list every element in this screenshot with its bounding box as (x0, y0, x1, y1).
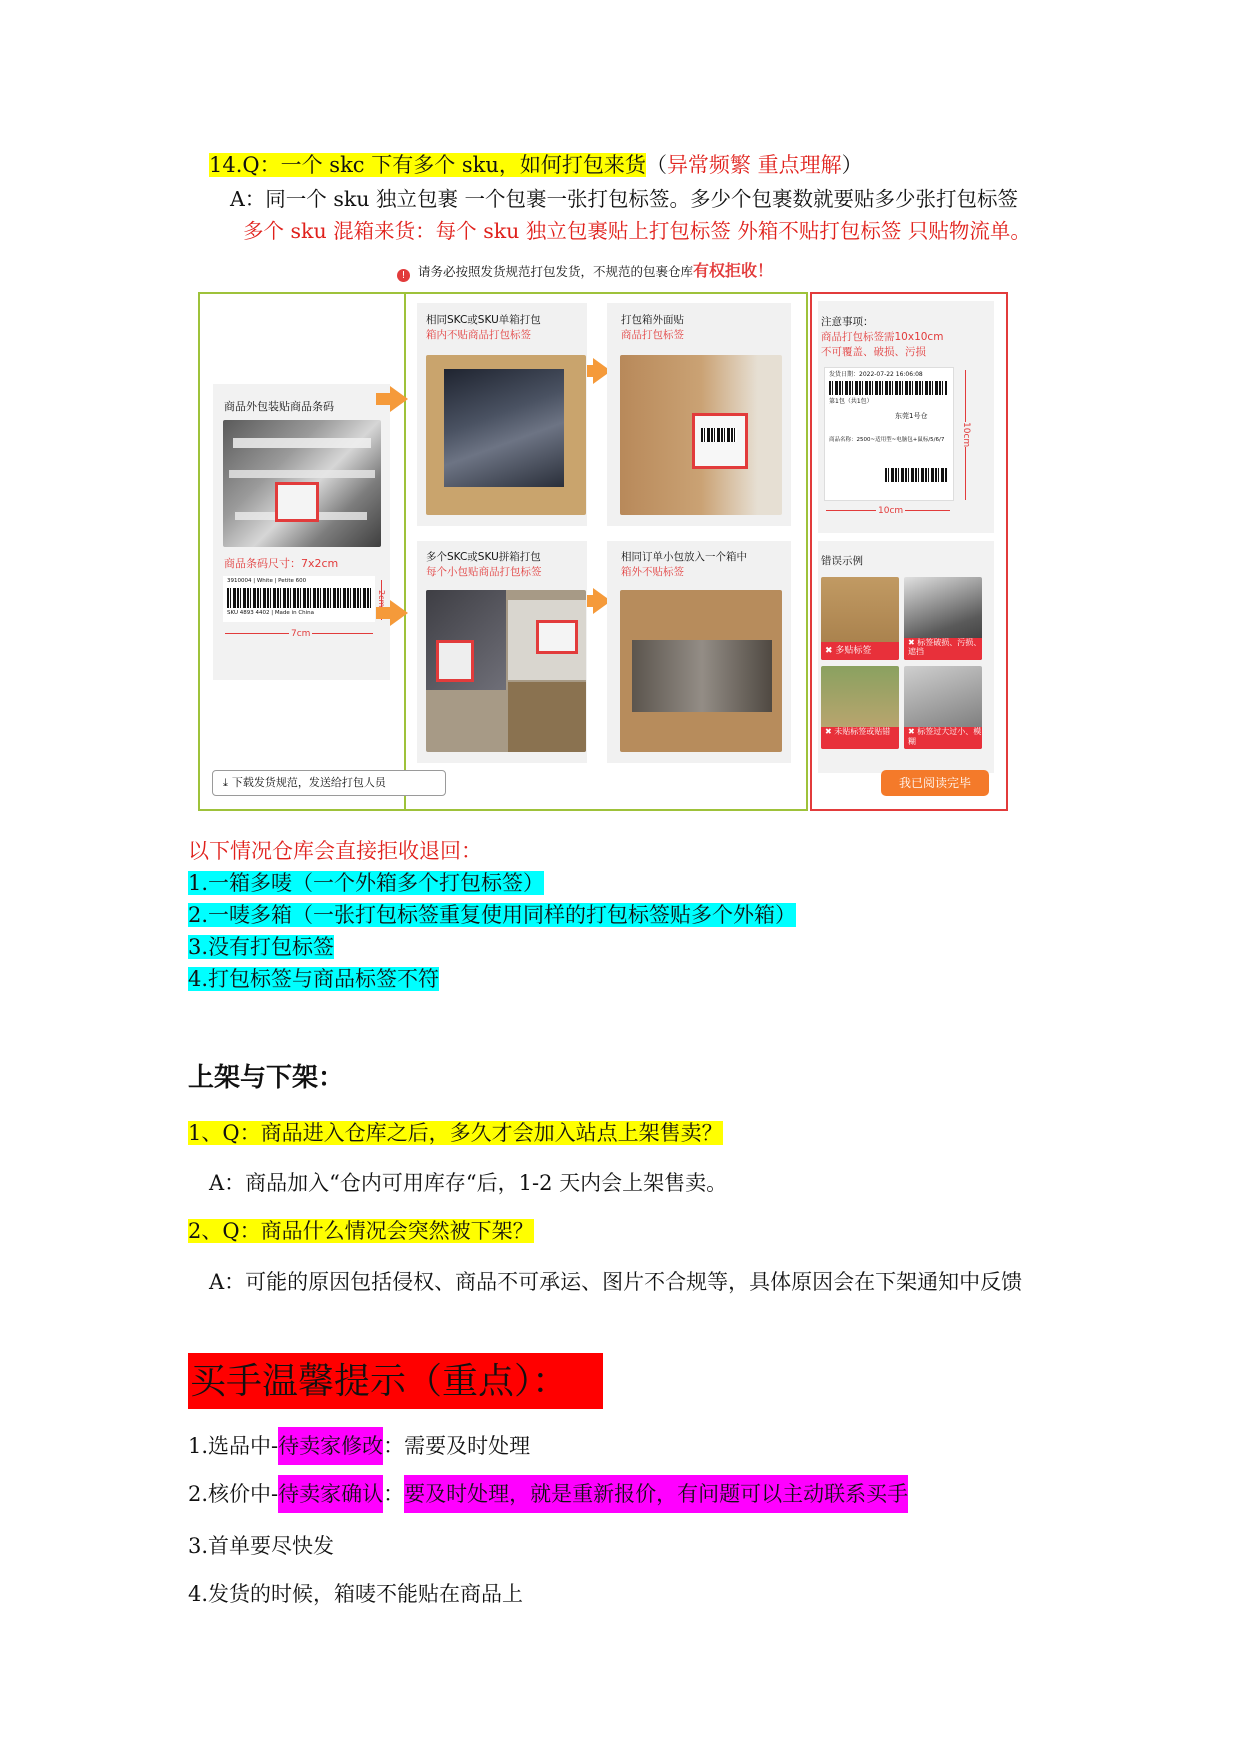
shipping-label-sample (824, 367, 954, 501)
tip-1-status: 待卖家修改 (278, 1427, 383, 1465)
read-complete-button[interactable]: 我已阅读完毕 (881, 770, 989, 796)
shelf-q1: 1、Q：商品进入仓库之后，多久才会加入站点上架售卖？ (188, 1121, 723, 1145)
reject-item (188, 868, 544, 898)
error-3-text: 未贴标签或贴错 (834, 727, 891, 736)
label-line-4: 商品名称：2500~适用型~电脑包+鼠标/5/6/7 (829, 437, 945, 443)
q14-answer-2: 多个 sku 混箱来货：每个 sku 独立包裹贴上打包标签 外箱不贴打包标签 只贴物流单。 (243, 219, 1031, 243)
error-photo-2: ✖ 标签破损、污损、遮挡 (904, 577, 982, 660)
label-dim-w: 10cm (878, 506, 904, 516)
sample-barcode-label (223, 576, 375, 622)
single-box-photo (426, 355, 586, 515)
q14-question: 14.Q：一个 skc 下有多个 sku，如何打包来货 (209, 153, 646, 177)
tip-4: 4.发货的时候，箱唛不能贴在商品上 (188, 1582, 524, 1606)
error-photo-3: ✖ 未贴标签或贴错 (821, 666, 899, 749)
q14-note-open: （ (645, 153, 667, 177)
errors-title: 错误示例 (821, 555, 863, 567)
alert-icon: ! (397, 269, 410, 282)
tips-heading: 买手温馨提示（重点）： (190, 1361, 569, 1402)
step2-sub: 商品打包标签 (621, 329, 684, 341)
step1-sub: 箱内不贴商品打包标签 (426, 329, 531, 341)
shelf-q1-line (188, 1118, 723, 1148)
notes-title: 注意事项： (821, 316, 874, 328)
bagged-product-photo (223, 420, 381, 547)
reject-item-1: 1.一箱多唛（一个外箱多个打包标签） (188, 871, 545, 895)
step2-title: 打包箱外面贴 (621, 314, 684, 326)
tip-1 (188, 1427, 530, 1465)
notes-line-2: 不可覆盖、破损、污损 (821, 346, 926, 358)
reject-item-3: 3.没有打包标签 (188, 935, 335, 959)
q14-note-close: ） (841, 153, 863, 177)
reject-item (188, 964, 439, 994)
mixed-box-photo (426, 590, 586, 752)
notes-line-1: 商品打包标签需10x10cm (821, 331, 944, 343)
warning-emphasis: 有权拒收！ (693, 261, 774, 280)
download-guide-label: 下载发货规范，发送给打包人员 (231, 776, 386, 789)
reject-title: 以下情况仓库会直接拒收退回： (188, 839, 482, 863)
shelf-heading: 上架与下架： (188, 1063, 345, 1093)
barcode-text-2: SKU 4893 4402 | Made in China (227, 610, 315, 616)
tip-1-prefix: 1.选品中- (188, 1434, 279, 1458)
left-title: 商品外包装贴商品条码 (224, 400, 334, 413)
packing-infographic (193, 258, 1008, 816)
reject-item-4: 4.打包标签与商品标签不符 (188, 967, 440, 991)
shelf-q2: 2、Q：商品什么情况会突然被下架？ (188, 1219, 534, 1243)
tip-1-text: ：需要及时处理 (383, 1434, 531, 1458)
label-line-3: 东莞1号仓 (895, 412, 928, 420)
step3-title: 多个SKC或SKU拼箱打包 (426, 551, 541, 563)
tip-2-prefix: 2.核价中- (188, 1482, 279, 1506)
download-icon: ⤓ (223, 776, 228, 789)
label-line-1: 发货日期：2022-07-22 16:06:08 (829, 371, 923, 378)
shelf-q2-line (188, 1216, 534, 1246)
label-barcode-2 (885, 468, 947, 482)
combined-box-photo (620, 590, 782, 752)
step4-sub: 箱外不贴标签 (621, 566, 684, 578)
tip-2 (188, 1475, 908, 1513)
reject-item (188, 900, 796, 930)
label-barcode (829, 381, 947, 395)
tip-2-colon: ： (383, 1482, 405, 1506)
error-1-text: 多贴标签 (835, 646, 872, 656)
error-4-text: 标签过大过小、模糊 (908, 727, 982, 746)
error-photo-4: ✖ 标签过大过小、模糊 (904, 666, 982, 749)
arrow-right-icon (390, 600, 408, 626)
left-dim-w: 7cm (291, 629, 311, 639)
left-size-text: 商品条码尺寸：7x2cm (224, 557, 339, 570)
q14-answer-1: A：同一个 sku 独立包裹 一个包裹一张打包标签。多少个包裹数就要贴多少张打包标签 (230, 187, 1018, 211)
barcode-graphic (227, 588, 371, 608)
reject-item-2: 2.一唛多箱（一张打包标签重复使用同样的打包标签贴多个外箱） (188, 903, 797, 927)
warning-text: 请务必按照发货规范打包发货，不规范的包裹仓库 (418, 264, 694, 279)
left-dim-h: 2cm (377, 590, 386, 608)
arrow-right-icon (390, 386, 408, 412)
download-guide-button[interactable] (212, 770, 446, 796)
error-photo-1: ✖ 多贴标签 (821, 577, 899, 660)
step3-sub: 每个小包贴商品打包标签 (426, 566, 542, 578)
error-2-text: 标签破损、污损、遮挡 (908, 638, 982, 656)
label-line-2: 第1包（共1包） (829, 398, 873, 405)
shelf-a2: A：可能的原因包括侵权、商品不可承运、图片不合规等，具体原因会在下架通知中反馈 (209, 1270, 1023, 1294)
outer-box-photo (620, 355, 782, 515)
q14-note: 异常频繁 重点理解 (666, 153, 842, 177)
tip-3: 3.首单要尽快发 (188, 1534, 335, 1558)
step1-title: 相同SKC或SKU单箱打包 (426, 314, 541, 326)
tip-2-status: 待卖家确认 (278, 1475, 383, 1513)
tip-2-text: 要及时处理，就是重新报价，有问题可以主动联系买手 (404, 1475, 908, 1513)
label-dim-h: 10cm (961, 422, 971, 448)
warning-line (397, 262, 773, 282)
reject-item (188, 932, 334, 962)
barcode-text-1: 3910004 | White | Petite 600 (227, 578, 307, 584)
step4-title: 相同订单小包放入一个箱中 (621, 551, 747, 563)
q14-line (209, 150, 863, 180)
shelf-a1: A：商品加入“仓内可用库存“后，1-2 天内会上架售卖。 (209, 1171, 728, 1195)
